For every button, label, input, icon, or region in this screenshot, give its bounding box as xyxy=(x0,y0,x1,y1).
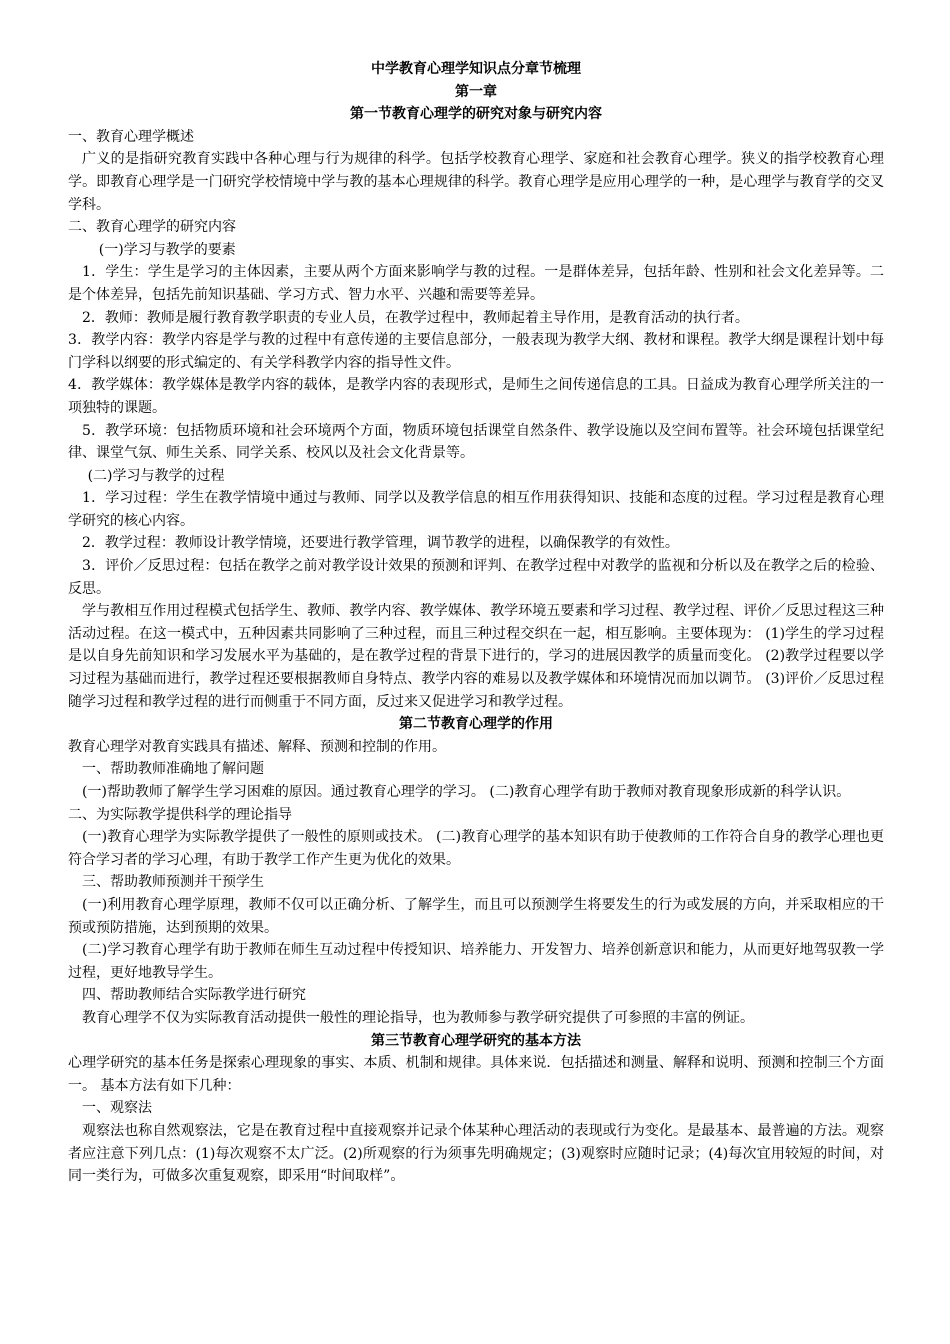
s1-paragraph-2: 学与教相互作用过程模式包括学生、教师、教学内容、教学媒体、教学环境五要素和学习过程、教学过程、评价／反思过程这三种活动过程。在这一模式中，五种因素共同影响了三种过程，而且三种过程交织在一起，相互影响。主要体现为： (1)学生的学习过程是以自身先前知识和学习发展水平为基础的，是在教学过程的背景下进行的，学习的进展因教学的质量而变化。 (2)教学过程要以学习过程为基础而进行，教学过程还要根据教师自身特点、教学内容的难易以及教学媒体和环境情况而加以调节。 (3)评价／反思过程随学习过程和教学过程的进行而侧重于不同方面，反过来又促进学习和教学过程。 xyxy=(68,603,884,710)
s2-paragraph-3b: (二)学习教育心理学有助于教师在师生互动过程中传授知识、培养能力、开发智力、培养创新意识和能力，从而更好地驾驭教一学过程，更好地教导学生。 xyxy=(68,942,884,981)
s1-paragraph-1: 广义的是指研究教育实践中各种心理与行为规律的科学。包括学校教育心理学、家庭和社会教育心理学。狭义的指学校教育心理学。即教育心理学是一门研究学校情境中学与教的基本心理规律的科学。教育心理学是应用心理学的一种，是心理学与教育学的交叉学科。 xyxy=(68,151,884,213)
s2-heading-1: 一、帮助教师准确地了解问题 xyxy=(82,761,264,778)
s2-heading-2: 二、为实际教学提供科学的理论指导 xyxy=(68,806,292,823)
s3-paragraph-1: 观察法也称自然观察法，它是在教育过程中直接观察并记录个体某种心理活动的表现或行为变化。是最基本、最普遍的方法。观察者应注意下列几点：(1)每次观察不太广泛。(2)所观察的行为须事先明确规定；(3)观察时应随时记录；(4)每次宜用较短的时间，对同一类行为，可做多次重复观察，即采用“时间取样”。 xyxy=(68,1122,884,1185)
s2-intro: 教育心理学对教育实践具有描述、解释、预测和控制的作用。 xyxy=(68,738,446,755)
s2-paragraph-4: 教育心理学不仅为实际教育活动提供一般性的理论指导，也为教师参与教学研究提供了可参照的丰富的例证。 xyxy=(82,1009,754,1026)
s1-item-2: 2．教师：教师是履行教育教学职责的专业人员，在教学过程中，教师起着主导作用，是教育活动的执行者。 xyxy=(82,309,749,326)
s1-heading-1: 一、教育心理学概述 xyxy=(68,128,194,145)
s1-item-4: 4．教学媒体：教学媒体是教学内容的载体，是教学内容的表现形式，是师生之间传递信息的工具。日益成为教育心理学所关注的一项独特的课题。 xyxy=(68,377,884,416)
s2-paragraph-2: (一)教育心理学为实际教学提供了一般性的原则或技术。 (二)教育心理学的基本知识有助于使教师的工作符合自身的教学心理也更符合学习者的学习心理，有助于教学工作产生更为优化的效果。 xyxy=(68,829,884,868)
chapter-heading: 第一章 xyxy=(455,83,497,100)
s1-process-2: 2．教学过程：教师设计教学情境，还要进行教学管理，调节教学的进程，以确保教学的有效性。 xyxy=(82,535,679,552)
s1-heading-2: 二、教育心理学的研究内容 xyxy=(68,219,236,236)
s2-paragraph-1: (一)帮助教师了解学生学习困难的原因。通过教育心理学的学习。 (二)教育心理学有助于教师对教育现象形成新的科学认识。 xyxy=(82,784,851,800)
section-3-title: 第三节教育心理学研究的基本方法 xyxy=(371,1032,581,1049)
s1-subheading-1: (一)学习与教学的要素 xyxy=(98,241,236,258)
s2-paragraph-3a: (一)利用教育心理学原理，教师不仅可以正确分析、了解学生，而且可以预测学生将要发生的行为或发展的方向，并采取相应的干预或预防措施，达到预期的效果。 xyxy=(68,896,884,936)
s1-item-5: 5．教学环境：包括物质环境和社会环境两个方面，物质环境包括课堂自然条件、教学设施以及空间布置等。社会环境包括课堂纪律、课堂气氛、师生关系、同学关系、校风以及社会文化背景等。 xyxy=(68,422,884,462)
s3-heading-1: 一、观察法 xyxy=(82,1100,152,1117)
document-title: 中学教育心理学知识点分章节梳理 xyxy=(371,61,581,77)
s1-subheading-2: (二)学习与教学的过程 xyxy=(87,467,225,484)
s3-intro: 心理学研究的基本任务是探索心理现象的事实、本质、机制和规律。具体来说．包括描述和测量、解释和说明、预测和控制三个方面一。 基本方法有如下几种： xyxy=(68,1055,884,1094)
section-2-title: 第二节教育心理学的作用 xyxy=(399,716,553,733)
s1-item-3: 3．教学内容：教学内容是学与教的过程中有意传递的主要信息部分，一般表现为教学大纲、教材和课程。教学大纲是课程计划中每门学科以纲要的形式编定的、有关学科教学内容的指导性文件。 xyxy=(68,332,884,371)
s1-item-1: 1．学生：学生是学习的主体因素，主要从两个方面来影响学与教的过程。一是群体差异，包括年龄、性别和社会文化差异等。二是个体差异，包括先前知识基础、学习方式、智力水平、兴趣和需要等差异。 xyxy=(68,264,884,303)
s2-heading-3: 三、帮助教师预测并干预学生 xyxy=(82,874,264,891)
s2-heading-4: 四、帮助教师结合实际教学进行研究 xyxy=(82,987,306,1004)
s1-process-3: 3．评价／反思过程：包括在教学之前对教学设计效果的预测和评判、在教学过程中对教学的监视和分析以及在教学之后的检验、反思。 xyxy=(68,558,884,597)
s1-process-1: 1．学习过程：学生在教学情境中通过与教师、同学以及教学信息的相互作用获得知识、技能和态度的过程。学习过程是教育心理学研究的核心内容。 xyxy=(68,490,884,529)
section-1-title: 第一节教育心理学的研究对象与研究内容 xyxy=(350,106,602,123)
